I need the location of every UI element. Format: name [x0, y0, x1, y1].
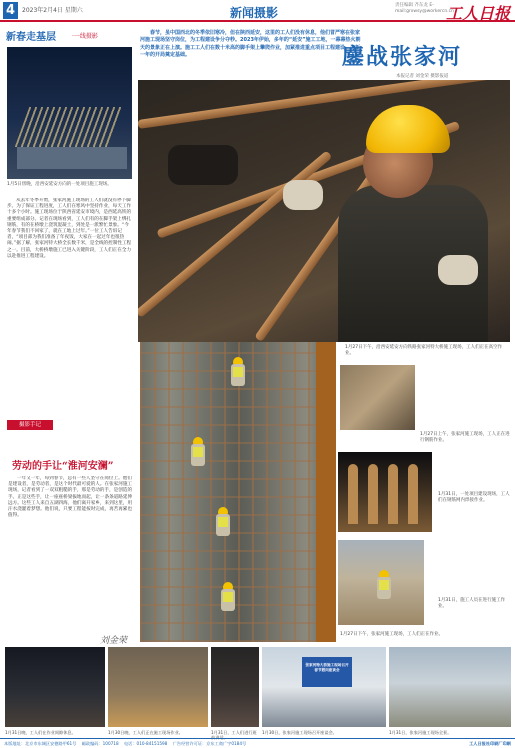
photo-shaft-workers[interactable]	[140, 342, 336, 642]
meeting-screen	[302, 657, 352, 687]
body-text-left: 从去年冬季开始，张家河施工现场的工人们就没有停下脚步。为了保证工程进度，工人们在寒风中坚持作业，每天工作十多个小时。施工现场位于陕西省延安市境内，是西延高铁的重要组成部分。记者在现场看到，工人们有的在脚手架上绑扎钢筋，有的在桥墩上浇筑混凝土，到处是一派繁忙景象。“今年春节我们不回家了，就在工地上过年。”一位工人告诉记者，“项目部为我们准备了年夜饭，大家在一起过年也很热闹。”据了解，张家河特大桥全长数千米，是全线的控制性工程之一。目前，大桥桥墩施工已进入关键阶段，工人们正在全力以赴推进工程建设。	[7, 198, 132, 259]
caption-b5: 1月31日，张家河施工现场全景。	[389, 730, 452, 735]
photo-station-night[interactable]	[7, 47, 132, 179]
paper-logo: 工人日报	[445, 4, 510, 23]
station-lights	[15, 107, 125, 147]
lead-paragraph: 春节，虽中国西北的冬季依旧寒冷，但在陕西延安，这里的工人们没有休息，他们冒严寒在张家河施工现场坚守岗位，为工程建设争分夺秒。2023年伊始，多年的“延安”施工工地，一幕幕热火朝天的景象正在上演。施工工人们在数十米高的脚手架上攀爬作业，加紧推进重点项目工程建设，为新一年的开局奠定基础。	[140, 30, 361, 59]
rebar-arch	[368, 464, 378, 524]
photo-site-work[interactable]	[108, 647, 208, 727]
caption-r3b: 1月27日下午，张家河施工现场，工人们正在作业。	[340, 632, 444, 637]
photo-bridge-panorama[interactable]	[389, 647, 511, 727]
worker-figure	[220, 582, 236, 612]
issue-date: 2023年2月4日 星期六	[22, 7, 83, 14]
worker-figure	[190, 437, 206, 467]
caption-r3: 1月31日，施工人员在进行施工作业。	[438, 598, 506, 609]
essay-body: 一年又一年，每到春节，总有一些人坚守在岗位上。他们是建设者，是劳动者，是这个时代最可爱的人。在张家河施工现场，记者看到了一双双粗糙的手，那是劳动的手，是创造的手。正是这些手，让一座座桥梁拔地而起，让一条条道路延伸远方。这些工人来自五湖四海，他们离开家乡，来到这里，用汗水浇灌着梦想。他们说，只要工程能按时完成，再苦再累也值得。	[8, 476, 133, 519]
page-number: 4	[3, 2, 18, 19]
footer-item: 电话：010-84151598	[123, 741, 168, 746]
worker-figure	[376, 570, 392, 600]
photo-worker-field[interactable]	[338, 540, 424, 625]
caption-b4: 1月30日，张家河施工现场召开座谈会。	[262, 730, 337, 735]
screen-text: 张家河特大桥施工现场召开春节慰问座谈会	[305, 663, 349, 672]
headline: 鏖战张家河	[342, 44, 463, 70]
caption-r2: 1月31日，一处项目建设现场，工人们在钢筋网内焊接作业。	[438, 492, 510, 503]
essay-tag: 摄影手记	[7, 420, 53, 430]
footer-item: 广告经营许可证：京东工商广字0184号	[172, 741, 247, 746]
photo-rest-night[interactable]	[5, 647, 105, 727]
photo-briefing[interactable]	[211, 647, 259, 727]
photo-main-worker[interactable]	[138, 80, 510, 342]
glove	[283, 180, 323, 210]
glove	[438, 255, 478, 285]
byline: 本报记者 刘金荣 摄影报道	[396, 74, 449, 79]
worker-boot	[168, 145, 238, 185]
caption-r1: 1月27日上午，张家河施工现场，工人正在进行钢筋作业。	[420, 432, 510, 443]
worker-figure	[230, 357, 246, 387]
rebar-arch	[388, 464, 398, 524]
worker-figure	[215, 507, 231, 537]
footer-item: 邮政编码：100718	[81, 741, 119, 746]
column-tag: 新春走基层	[6, 32, 56, 43]
signature: 刘金荣	[100, 636, 128, 646]
caption-b1: 1月31日晚，工人们在作业间隙休息。	[5, 730, 76, 735]
caption-b2: 1月30日晚，工人们正在施工现场作业。	[108, 730, 183, 735]
steel-column	[316, 342, 336, 642]
page-footer	[0, 738, 515, 748]
hard-hat-icon	[366, 105, 450, 153]
section-title: 新闻摄影	[230, 6, 279, 20]
caption-station: 1月5日傍晚，沿西安延安方向的一处项目施工现场。	[7, 182, 112, 187]
caption-main: 1月27日下午，沿西安延安方向铁路张家河特大桥施工现场，工人们正在高空作业。	[345, 345, 503, 356]
page-header	[0, 0, 515, 22]
column-tag-sub: ·一线摄影	[72, 33, 98, 40]
rebar-arch	[408, 464, 418, 524]
rebar-mesh	[140, 342, 336, 642]
caption-b3: 1月31日，工人们进行班前讲话。	[211, 730, 257, 741]
footer-printer: 工人日报社印刷厂印刷	[469, 741, 511, 746]
editor-info: 责任编辑 齐东龙 E-mail:grxwsy@workercn.cn	[395, 3, 454, 14]
station-roof	[17, 147, 127, 169]
essay-title: 劳动的手让“淮河安澜”	[12, 461, 114, 472]
photo-cage-night[interactable]	[338, 452, 432, 532]
photo-rebar-closeup[interactable]	[340, 365, 415, 430]
photo-meeting[interactable]	[262, 647, 386, 727]
rebar-arch	[348, 464, 358, 524]
footer-item: 本版地址：北京市东城区安德路甲61号	[4, 741, 77, 746]
